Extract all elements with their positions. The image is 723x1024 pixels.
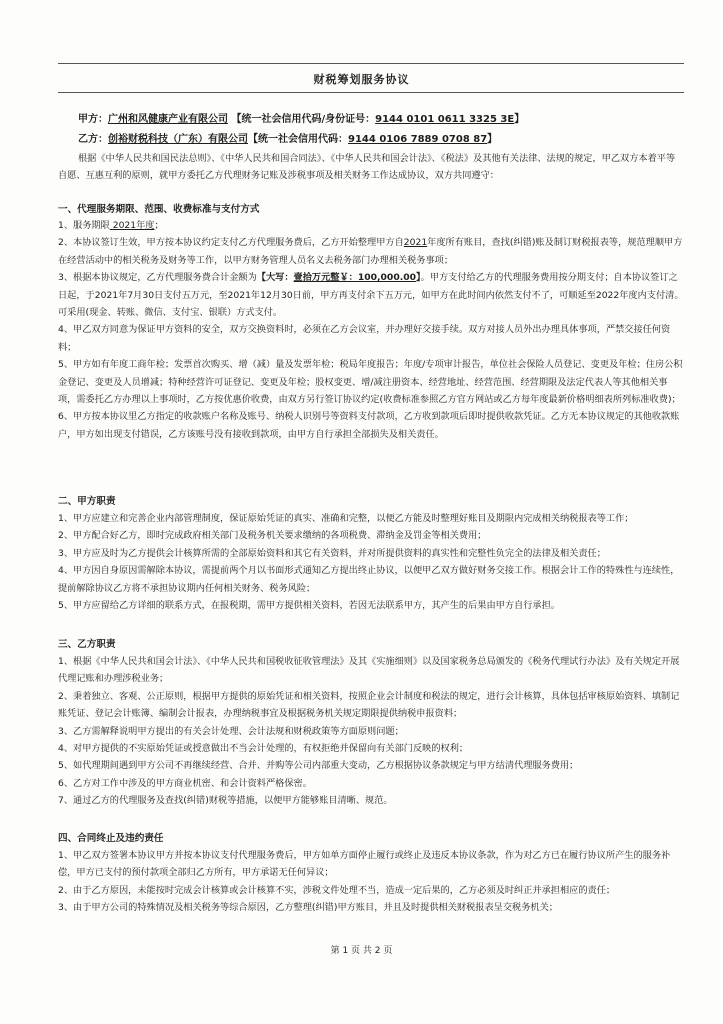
party-a-code: 9144 0101 0611 3325 3E [375, 114, 515, 125]
s1-item-1 [58, 217, 684, 234]
party-b-code-end: 】 [487, 134, 498, 145]
s2-item: 5、甲方应留给乙方详细的联系方式，在报税期，需甲方提供相关资料，若因无法联系甲方，其产生的后果由甲方自行承担。 [58, 600, 560, 612]
s1-item-2-rest: 年度所有账目，查找(纠错)账及制订财税报表等，规范理顺甲方在经营活动中的相关税务及财务等工作，以甲方财务管理人员名义去税务部门办理相关税务事项； [58, 237, 683, 266]
s4-item: 3、由于甲方公司的特殊情况及相关税务等综合原因，乙方整理(纠错)甲方账目，并且及时提供相关财税报表呈交税务机关； [58, 902, 558, 914]
s4-item: 2、由于乙方原因，未能按时完成会计核算或会计核算不实，涉税文件处理不当，造成一定后果的，乙方必须及时纠正并承担相应的责任； [58, 884, 616, 896]
party-a-name: 广州和风健康产业有限公司 [108, 114, 228, 125]
section-1-items [58, 217, 684, 443]
s1-item-2-year: 2021 [403, 237, 428, 249]
s4-item: 1、甲乙双方签署本协议甲方并按本协议支付代理服务费后，甲方如单方面停止履行或终止及违反本协议条款，作为对乙方已在履行协议所产生的服务补偿，甲方已支付的预付款项全部归乙方所有，甲方承诺无任何异议； [58, 850, 671, 879]
s2-item: 4、甲方因自身原因需解除本协议，需提前两个月以书面形式通知乙方提出终止协议，以便甲乙双方做好财务交接工作。根据会计工作的特殊性与连续性，提前解除协议乙方将不承担协议期内任何相关财务、税务风险； [58, 565, 680, 594]
party-b-line [78, 130, 497, 145]
party-a-code-end: 】 [514, 114, 525, 125]
s3-item: 7、通过乙方的代理服务及查找(纠错)财税等措施，以便甲方能够账目清晰、规范。 [58, 795, 393, 807]
s3-item: 2、秉着独立、客观、公正原则，根据甲方提供的原始凭证和相关资料，按照企业会计制度和税法的规定，进行会计核算，具体包括审核原始资料、填制记账凭证、登记会计账簿、编制会计报表，办理纳税事宜及根据税务机关规定期限提供纳税申报资料； [58, 690, 680, 720]
section-2-heading: 二、甲方职责 [58, 496, 116, 507]
party-b-code: 9144 0106 7889 0708 87 [348, 134, 488, 145]
section-4-items [58, 847, 684, 917]
party-a-line [78, 110, 524, 125]
s2-item: 3、甲方应及时为乙方提供会计核算所需的全部原始资料和其它有关资料，并对所提供资料的真实性和完整性负完全的法律及相关责任； [58, 547, 606, 559]
s1-item-4: 4、甲乙双方同意为保证甲方资料的安全，双方交换资料时，必须在乙方会议室，并办理好交接手续。双方对接人员外出办理具体事项，严禁交接任何资料； [58, 324, 671, 353]
s1-item-3-text: 3、根据本协议规定，乙方代理服务费合计金额为 [58, 272, 257, 284]
section-4-heading: 四、合同终止及违约责任 [58, 833, 164, 844]
intro-paragraph: 根据《中华人民共和国民法总则》、《中华人民共和国合同法》、《中华人民共和国会计法》、《税法》及其他有关法律、法规的规定，甲乙双方本着平等自愿、互惠互利的原则，就甲方委托乙方代理财务记账及涉税事项及相关财务工作达成协议，双方共同遵守： [58, 153, 676, 181]
party-b-label: 乙方： [78, 134, 108, 145]
page-footer: 第 1 页 共 2 页 [330, 946, 393, 956]
s1-item-2 [58, 234, 684, 269]
section-1-heading: 一、代理服务期限、范围、收费标准与支付方式 [58, 204, 260, 215]
s1-item-2-text: 2、本协议签订生效，甲方按本协议约定支付乙方代理服务费后，乙方开始整理甲方自 [58, 237, 404, 249]
s2-item: 1、甲方应建立和完善企业内部管理制度，保证原始凭证的真实、准确和完整，以便乙方能及时整理好账目及期限内完成相关纳税报表等工作； [58, 513, 634, 524]
section-3-heading: 三、乙方职责 [58, 639, 116, 650]
party-a-label: 甲方： [78, 114, 108, 125]
top-rule [58, 63, 684, 64]
s1-item-5: 5、甲方如有年度工商年检；发票首次购买、增（减）量及发票年检；税局年度报告；年度/专项审计报告，单位社会保险人员登记、变更及年检；住房公积金登记、变更及人员增减；特种经营许可证登记、变更及年检；股权变更、增/减注册资本、经营地址、经营范围、经营期限及法定代表人等其他相关事项，需委托乙方办理以上事项时，乙方按优惠价收费，由双方另行签订协议约定(收费标准参照乙方官方网站或乙方每年度最新价格明细表所列标准收费)； [58, 359, 683, 406]
s3-item: 5、如代理期间遇到甲方公司不再继续经营、合并、并购等公司内部重大变动，乙方根据协议条款规定与甲方结清代理服务费用； [58, 760, 579, 772]
s3-item: 4、对甲方提供的不实原始凭证或授意做出不当会计处理的，有权拒绝并保留向有关部门反映的权利； [58, 743, 469, 755]
party-b-code-label: 【统一社会信用代码： [248, 134, 348, 145]
s2-item: 2、甲方配合好乙方，即时完成政府相关部门及税务机关要求缴纳的各项税费、滞纳金及罚金等相关费用； [58, 530, 487, 542]
s1-item-3-bracket-end: 】 [415, 272, 421, 284]
s1-item-3-rest: 。甲方支付给乙方的代理服务费用按分期支付；自本协议签订之日起，于2021年7月30日支付五万元，至2021年12月30日前，甲方再支付余下五万元，如甲方在此时间内依然支付不了，可顺延至2022年度内支付清。可采用(现金、转账、微信、支付宝、银联）方式支付。 [58, 272, 684, 319]
s1-item-3 [58, 269, 684, 321]
s3-item: 3、乙方需解释说明甲方提出的有关会计处理、会计法规和财税政策等方面原则问题； [58, 725, 404, 737]
section-2-items [58, 510, 684, 614]
s1-item-1-term: 2021年度 [109, 220, 155, 231]
s1-item-3-bracket: 【大写： [256, 272, 294, 284]
section-3-items [58, 653, 684, 810]
s1-item-3-amount: 壹拾万元整￥：100,000.00 [293, 272, 416, 284]
title-rule [58, 92, 684, 93]
s1-item-1-text: 1、服务期限 [58, 220, 110, 231]
s1-item-1-end: ； [154, 220, 164, 231]
s3-item: 1、根据《中华人民共和国会计法》、《中华人民共和国税收征收管理法》及其《实施细则》以及国家税务总局颁发的《税务代理试行办法》及有关规定开展代理记账和办理涉税业务； [58, 656, 680, 685]
document-title: 财税筹划服务协议 [313, 73, 410, 86]
s1-item-6: 6、甲方按本协议里乙方指定的收款账户名称及账号、纳税人识别号等资料支付款项，乙方收到款项后即时提供收款凭证。乙方无本协议规定的其他收款账户，甲方如出现支付错误，乙方该账号没有接收到款项，由甲方自行承担全部损失及相关责任。 [58, 411, 680, 440]
s3-item: 6、乙方对工作中涉及的甲方商业机密、和会计资料严格保密。 [58, 777, 312, 789]
party-a-code-label: 【统一社会信用代码/身份证号： [231, 114, 376, 125]
party-b-name: 创裕财税科技（广东）有限公司 [108, 134, 248, 145]
